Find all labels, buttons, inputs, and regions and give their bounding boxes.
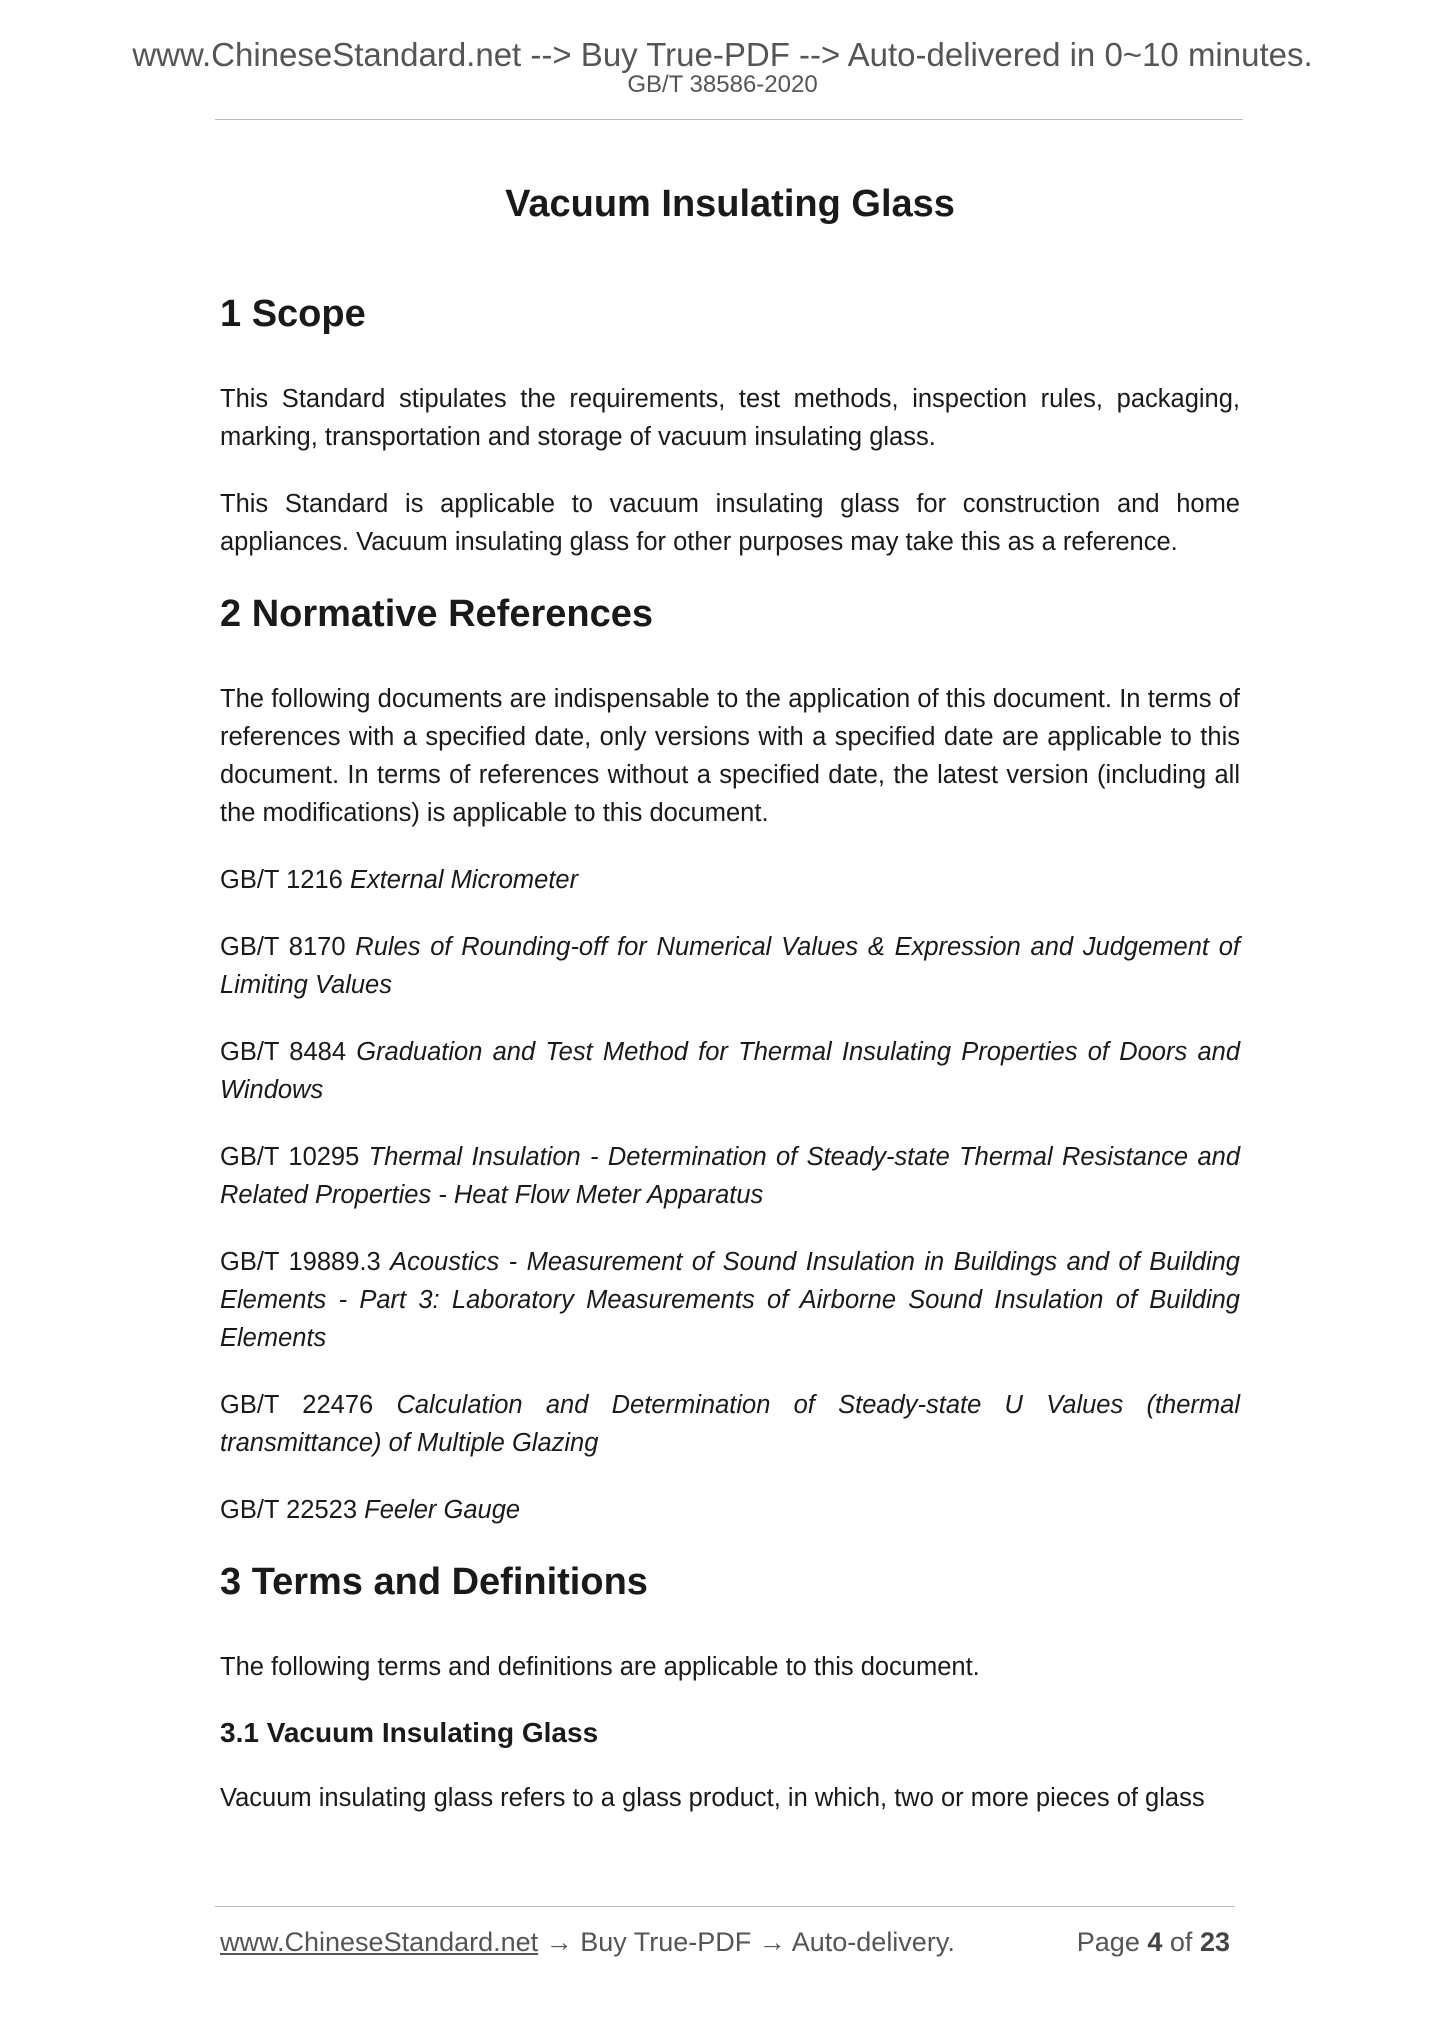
scope-paragraph: This Standard stipulates the requirements, test methods, inspection rules, packaging, marking, transportation and storage of vacuum insulating glass. (220, 385, 1240, 451)
reference-title: Calculation and Determination of Steady-state U Values (thermal transmittance) of Multiple Glazing (220, 1391, 1240, 1457)
reference-item (220, 1386, 1240, 1462)
reference-item (220, 1138, 1240, 1214)
page-total: 23 (1199, 1927, 1230, 1957)
reference-code: GB/T 22476 (220, 1391, 374, 1419)
reference-item (220, 1243, 1240, 1357)
reference-title: Acoustics - Measurement of Sound Insulation in Buildings and of Building Elements - Part 3: Laboratory Measurements of Airborne Sound Insulation of Building Elements (220, 1248, 1240, 1352)
footer-site-link[interactable]: www.ChineseStandard.net (220, 1927, 539, 1957)
normative-intro: The following documents are indispensable to the application of this document. In terms of references with a specified date, only versions with a specified date are applicable to this document. In terms of references without a specified date, the latest version (including all the modifications) is applicable to this document. (220, 685, 1240, 827)
reference-code: GB/T 10295 (220, 1143, 360, 1171)
page-content (220, 180, 1240, 1846)
reference-title: Feeler Gauge (364, 1496, 521, 1524)
reference-code: GB/T 19889.3 (220, 1248, 381, 1276)
section-heading-normative-references: 2 Normative References (220, 593, 653, 635)
page-label: Page (1076, 1927, 1140, 1957)
page-footer (220, 1924, 1230, 1960)
subsection-text: Vacuum insulating glass refers to a glass product, in which, two or more pieces of glass (220, 1784, 1205, 1812)
terms-intro: The following terms and definitions are applicable to this document. (220, 1653, 980, 1681)
header-divider (215, 119, 1243, 120)
reference-title: Rules of Rounding-off for Numerical Values & Expression and Judgement of Limiting Values (220, 933, 1240, 999)
page-indicator (1077, 1924, 1230, 1960)
footer-divider (215, 1906, 1235, 1907)
reference-code: GB/T 8170 (220, 933, 346, 961)
page-current: 4 (1147, 1927, 1163, 1957)
document-title: Vacuum Insulating Glass (505, 183, 955, 225)
reference-item (220, 1491, 1240, 1529)
reference-code: GB/T 22523 (220, 1496, 358, 1524)
reference-code: GB/T 1216 (220, 866, 343, 894)
reference-item (220, 928, 1240, 1004)
standard-code: GB/T 38586-2020 (627, 71, 818, 98)
subsection-heading: 3.1 Vacuum Insulating Glass (220, 1717, 599, 1748)
footer-tagline: → Buy True-PDF → Auto-delivery. (538, 1927, 955, 1957)
reference-item (220, 861, 1240, 899)
reference-title: Thermal Insulation - Determination of Steady-state Thermal Resistance and Related Properties - Heat Flow Meter Apparatus (220, 1143, 1241, 1209)
section-heading-scope: 1 Scope (220, 293, 366, 335)
scope-paragraph: This Standard is applicable to vacuum insulating glass for construction and home appliances. Vacuum insulating glass for other purposes may take this as a reference. (220, 490, 1240, 556)
top-banner: www.ChineseStandard.net --> Buy True-PDF --> Auto-delivered in 0~10 minutes. (132, 36, 1313, 73)
section-heading-terms-definitions: 3 Terms and Definitions (220, 1561, 648, 1603)
reference-title: External Micrometer (349, 866, 579, 894)
reference-item (220, 1033, 1240, 1109)
reference-title: Graduation and Test Method for Thermal Insulating Properties of Doors and Windows (220, 1038, 1240, 1104)
page-of: of (1169, 1927, 1193, 1957)
reference-code: GB/T 8484 (220, 1038, 346, 1066)
